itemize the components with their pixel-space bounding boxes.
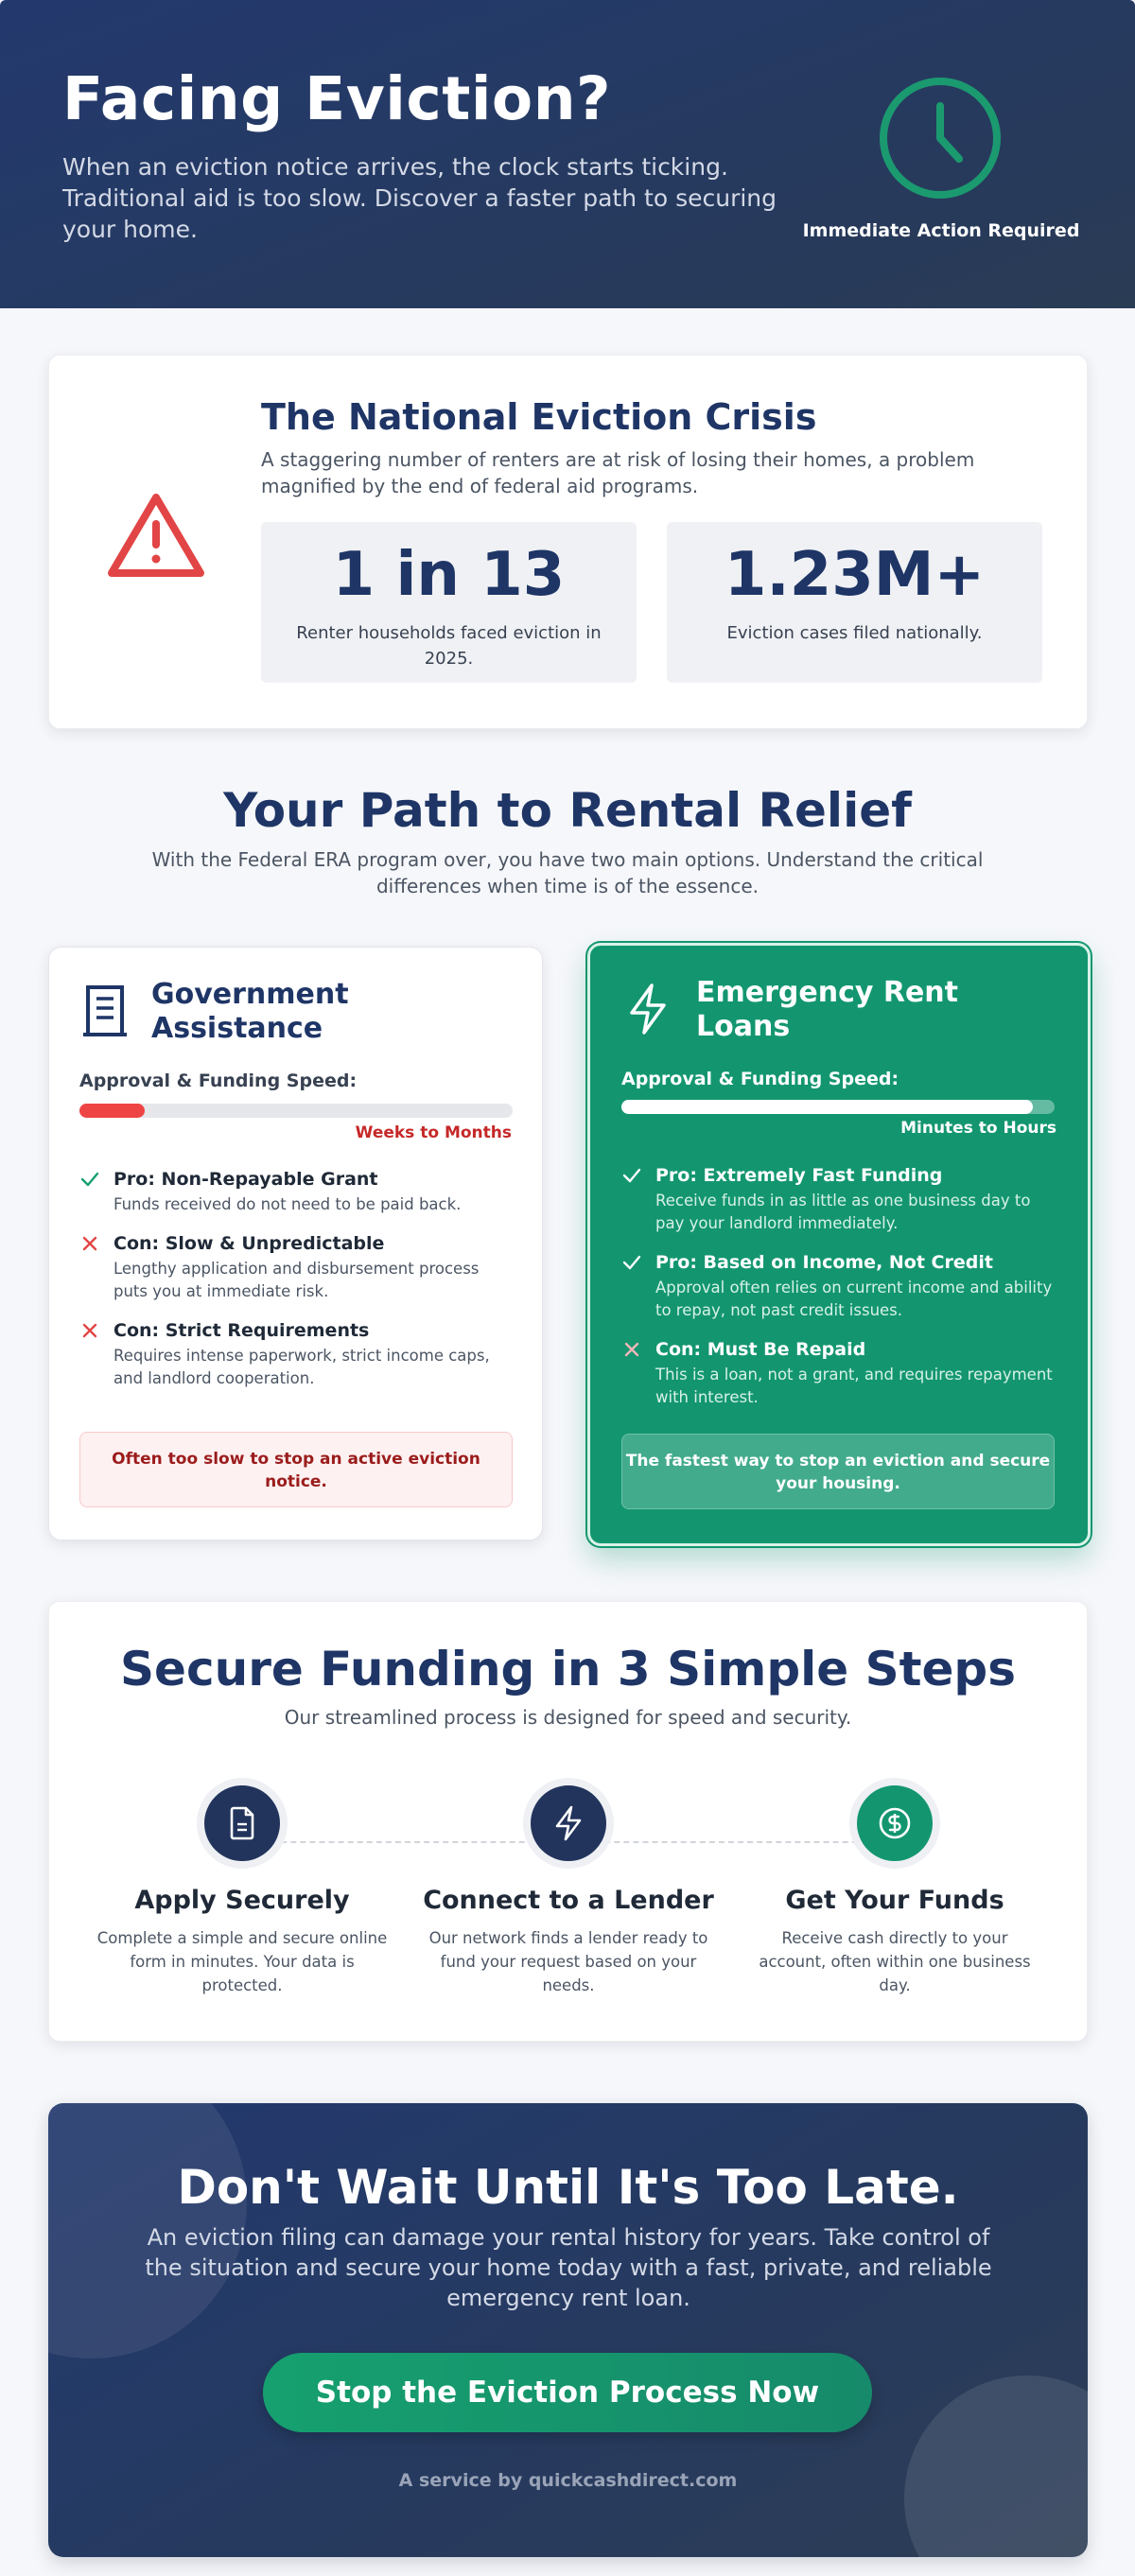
- option-title: Emergency Rent Loans: [696, 976, 959, 1043]
- stat-card: [261, 522, 637, 683]
- speed-label: Approval & Funding Speed:: [621, 1069, 899, 1089]
- dollar-coin-icon: [849, 1778, 940, 1869]
- path-subtitle: With the Federal ERA program over, you have two main options. Understand the critical differences when time is of the essence.: [151, 848, 984, 897]
- step-title: Get Your Funds: [785, 1886, 1004, 1915]
- speed-bar: [79, 1104, 513, 1118]
- speed-value: Minutes to Hours: [900, 1119, 1056, 1138]
- item-desc: This is a loan, not a grant, and requires repayment with interest.: [655, 1366, 1053, 1406]
- item-title: Pro: Based on Income, Not Credit: [655, 1252, 993, 1273]
- option-title: Government Assistance: [151, 978, 349, 1045]
- con-item: [79, 1231, 515, 1303]
- step-desc: Our network finds a lender ready to fund your request based on your needs.: [428, 1929, 708, 1994]
- pro-item: [621, 1163, 1056, 1235]
- steps-card: [48, 1601, 1088, 2042]
- speed-bar: [621, 1100, 1055, 1114]
- x-icon: [79, 1233, 100, 1254]
- hero-banner: [0, 0, 1135, 308]
- item-title: Pro: Extremely Fast Funding: [655, 1165, 943, 1186]
- step-connect: [417, 1778, 720, 1997]
- steps-title: Secure Funding in 3 Simple Steps: [120, 1642, 1016, 1697]
- check-icon: [621, 1252, 642, 1273]
- cta-title: Don't Wait Until It's Too Late.: [177, 2160, 959, 2215]
- item-title: Con: Strict Requirements: [114, 1320, 370, 1341]
- pro-item: [621, 1250, 1056, 1322]
- step-desc: Receive cash directly to your account, often within one business day.: [759, 1929, 1031, 1994]
- con-item: [621, 1337, 1056, 1409]
- step-title: Connect to a Lender: [423, 1886, 714, 1915]
- stat-label: Eviction cases filed nationally.: [726, 623, 983, 643]
- speed-label: Approval & Funding Speed:: [79, 1070, 358, 1091]
- crisis-title: The National Eviction Crisis: [261, 396, 817, 438]
- x-icon: [79, 1320, 100, 1341]
- check-icon: [79, 1169, 100, 1190]
- stat-card: [667, 522, 1042, 683]
- lightning-icon: [624, 982, 668, 1036]
- cta-section: [48, 2103, 1088, 2557]
- crisis-card: [48, 355, 1088, 729]
- document-icon: [197, 1778, 288, 1869]
- speed-bar-fill: [621, 1100, 1033, 1114]
- step-funds: [743, 1778, 1046, 1997]
- government-assistance-card: [48, 947, 543, 1540]
- step-title: Apply Securely: [134, 1886, 350, 1915]
- clock-icon: [876, 74, 1004, 202]
- item-desc: Requires intense paperwork, strict income caps, and landlord cooperation.: [114, 1347, 490, 1387]
- speed-value: Weeks to Months: [355, 1123, 512, 1142]
- step-apply: [91, 1778, 393, 1997]
- warning-triangle-icon: [104, 488, 208, 583]
- speed-bar-fill: [79, 1104, 145, 1118]
- item-title: Con: Must Be Repaid: [655, 1339, 866, 1360]
- con-item: [79, 1318, 515, 1390]
- highlight-note: The fastest way to stop an eviction and secure your housing.: [621, 1434, 1055, 1509]
- step-desc: Complete a simple and secure online form in minutes. Your data is protected.: [96, 1929, 388, 1994]
- building-icon: [83, 983, 127, 1038]
- footer-credit: A service by quickcashdirect.com: [398, 2470, 738, 2491]
- warning-note: Often too slow to stop an active eviction notice.: [79, 1432, 513, 1507]
- check-icon: [621, 1165, 642, 1186]
- item-title: Pro: Non-Repayable Grant: [114, 1169, 378, 1190]
- pro-item: [79, 1167, 515, 1216]
- item-desc: Lengthy application and disbursement process puts you at immediate risk.: [114, 1260, 480, 1300]
- cta-subtitle: An eviction filing can damage your rental history for years. Take control of the situation and secure your home today with a fast, private, and reliable emergency rent loan.: [145, 2224, 992, 2311]
- stop-eviction-button[interactable]: Stop the Eviction Process Now: [263, 2353, 872, 2432]
- path-title: Your Path to Rental Relief: [223, 783, 912, 838]
- x-icon: [621, 1339, 642, 1360]
- item-desc: Receive funds in as little as one business day to pay your landlord immediately.: [655, 1192, 1031, 1232]
- item-title: Con: Slow & Unpredictable: [114, 1233, 385, 1254]
- steps-subtitle: Our streamlined process is designed for speed and security.: [284, 1706, 852, 1729]
- stat-value: 1.23M+: [724, 540, 986, 610]
- hero-title: Facing Eviction?: [62, 64, 612, 133]
- hero-subtitle: When an eviction notice arrives, the clock starts ticking. Traditional aid is too slow. Discover a faster path to securing your home.: [62, 153, 777, 243]
- item-desc: Approval often relies on current income and ability to repay, not past credit issues.: [655, 1279, 1053, 1319]
- decorative-circle: [904, 2376, 1088, 2557]
- item-desc: Funds received do not need to be paid back.: [114, 1195, 462, 1213]
- lightning-icon: [523, 1778, 614, 1869]
- urgency-badge: Immediate Action Required: [802, 220, 1080, 241]
- stat-label: Renter households faced eviction in 2025.: [296, 623, 602, 669]
- emergency-loans-card: [587, 943, 1091, 1546]
- crisis-subtitle: A staggering number of renters are at risk of losing their homes, a problem magnified by the end of federal aid programs.: [261, 448, 975, 497]
- stat-value: 1 in 13: [332, 540, 566, 610]
